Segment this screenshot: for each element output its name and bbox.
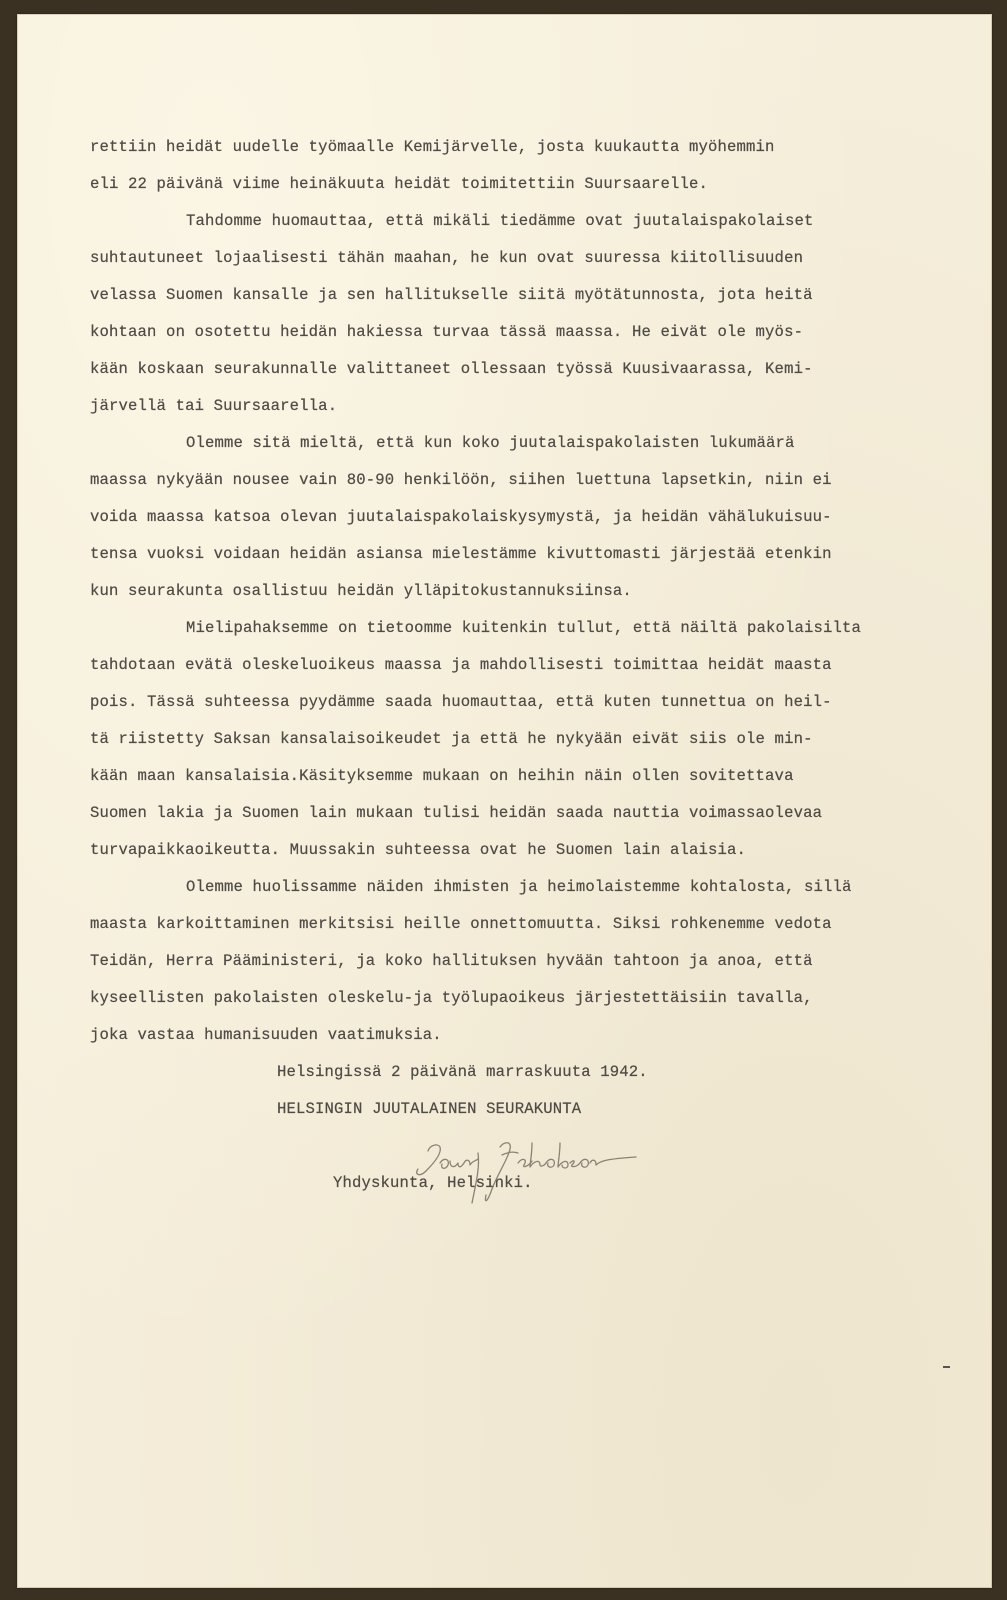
letter-line: maassa nykyään nousee vain 80-90 henkilöön, siihen luettuna lapsetkin, niin ei <box>90 471 832 489</box>
margin-mark <box>943 1366 950 1368</box>
letter-line: tä riistetty Saksan kansalaisoikeudet ja että he nykyään eivät siis ole min- <box>90 730 813 748</box>
letter-line: turvapaikkaoikeutta. Muussakin suhteessa ovat he Suomen lain alaisia. <box>90 841 747 859</box>
letter-line: kään koskaan seurakunnalle valittaneet ollessaan työssä Kuusivaarassa, Kemi- <box>90 360 813 378</box>
letter-line: kohtaan on osotettu heidän hakiessa turvaa tässä maassa. He eivät ole myös- <box>90 323 804 341</box>
letter-line: maasta karkoittaminen merkitsisi heille onnettomuutta. Siksi rohkenemme vedota <box>90 915 832 933</box>
letter-line: järvellä tai Suursaarella. <box>90 397 338 415</box>
letter-line: kyseellisten pakolaisten oleskelu-ja työlupaoikeus järjestettäisiin tavalla, <box>90 989 813 1007</box>
letter-line: kään maan kansalaisia.Käsityksemme mukaan on heihin näin ollen sovitettava <box>90 767 794 785</box>
letter-line: kun seurakunta osallistuu heidän ylläpitokustannuksiinsa. <box>90 582 632 600</box>
handwritten-signature <box>400 1133 660 1213</box>
organization-name: HELSINGIN JUUTALAINEN SEURAKUNTA <box>277 1100 582 1118</box>
place-date: Helsingissä 2 päivänä marraskuuta 1942. <box>277 1063 648 1081</box>
letter-line: Suomen lakia ja Suomen lain mukaan tulisi heidän saada nauttia voimassaolevaa <box>90 804 823 822</box>
letter-line: joka vastaa humanisuuden vaatimuksia. <box>90 1026 442 1044</box>
letter-line: suhtautuneet lojaalisesti tähän maahan, he kun ovat suuressa kiitollisuuden <box>90 249 804 267</box>
letter-line: velassa Suomen kansalle ja sen hallitukselle siitä myötätunnosta, jota heitä <box>90 286 813 304</box>
letter-line: Olemme sitä mieltä, että kun koko juutalaispakolaisten lukumäärä <box>186 434 795 452</box>
letter-line: tahdotaan evätä oleskeluoikeus maassa ja mahdollisesti toimittaa heidät maasta <box>90 656 832 674</box>
letter-line: Teidän, Herra Pääministeri, ja koko hallituksen hyvään tahtoon ja anoa, että <box>90 952 813 970</box>
letter-line: Mielipahaksemme on tietoomme kuitenkin tullut, että näiltä pakolaisilta <box>186 619 862 637</box>
letter-line: rettiin heidät uudelle työmaalle Kemijärvelle, josta kuukautta myöhemmin <box>90 138 775 156</box>
signature-line: Yhdyskunta, Helsinki. <box>333 1174 533 1192</box>
letter-line: Tahdomme huomauttaa, että mikäli tiedämme ovat juutalaispakolaiset <box>186 212 814 230</box>
letter-line: pois. Tässä suhteessa pyydämme saada huomauttaa, että kuten tunnettua on heil- <box>90 693 832 711</box>
letter-line: eli 22 päivänä viime heinäkuuta heidät toimitettiin Suursaarelle. <box>90 175 709 193</box>
letter-line: tensa vuoksi voidaan heidän asiansa mielestämme kivuttomasti järjestää etenkin <box>90 545 832 563</box>
letter-line: Olemme huolissamme näiden ihmisten ja heimolaistemme kohtalosta, sillä <box>186 878 852 896</box>
letter-body <box>90 129 965 1202</box>
letter-line: voida maassa katsoa olevan juutalaispakolaiskysymystä, ja heidän vähälukuisuu- <box>90 508 832 526</box>
